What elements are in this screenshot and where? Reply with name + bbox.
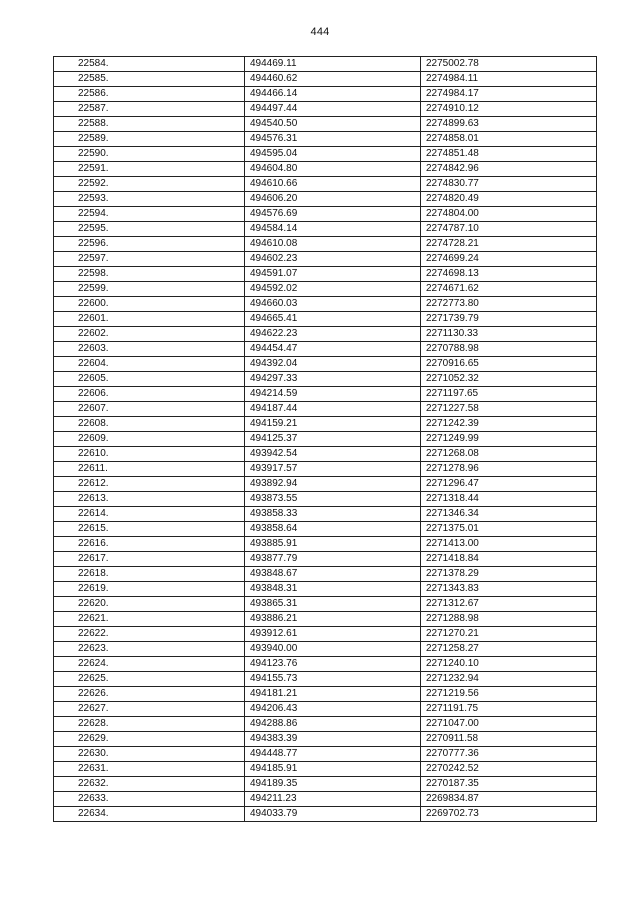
x-coordinate-cell: 493858.64 [245, 522, 421, 537]
y-coordinate-cell: 2270777.36 [421, 747, 597, 762]
y-coordinate-cell: 2274910.12 [421, 102, 597, 117]
point-id-cell: 22618. [54, 567, 245, 582]
table-row [54, 387, 597, 402]
x-coordinate-cell: 494665.41 [245, 312, 421, 327]
table-row [54, 402, 597, 417]
y-coordinate-cell: 2271270.21 [421, 627, 597, 642]
point-id-cell: 22607. [54, 402, 245, 417]
x-coordinate-cell: 494383.39 [245, 732, 421, 747]
y-coordinate-cell: 2271052.32 [421, 372, 597, 387]
x-coordinate-cell: 494606.20 [245, 192, 421, 207]
y-coordinate-cell: 2271278.96 [421, 462, 597, 477]
y-coordinate-cell: 2269702.73 [421, 807, 597, 822]
y-coordinate-cell: 2274820.49 [421, 192, 597, 207]
table-row [54, 267, 597, 282]
table-row [54, 237, 597, 252]
table-row [54, 627, 597, 642]
y-coordinate-cell: 2270242.52 [421, 762, 597, 777]
x-coordinate-cell: 494187.44 [245, 402, 421, 417]
table-row [54, 672, 597, 687]
y-coordinate-cell: 2269834.87 [421, 792, 597, 807]
point-id-cell: 22588. [54, 117, 245, 132]
y-coordinate-cell: 2271346.34 [421, 507, 597, 522]
point-id-cell: 22623. [54, 642, 245, 657]
y-coordinate-cell: 2271130.33 [421, 327, 597, 342]
point-id-cell: 22604. [54, 357, 245, 372]
table-row [54, 87, 597, 102]
point-id-cell: 22621. [54, 612, 245, 627]
table-row [54, 72, 597, 87]
point-id-cell: 22630. [54, 747, 245, 762]
table-row [54, 657, 597, 672]
point-id-cell: 22617. [54, 552, 245, 567]
y-coordinate-cell: 2274728.21 [421, 237, 597, 252]
x-coordinate-cell: 494604.80 [245, 162, 421, 177]
table-row [54, 177, 597, 192]
y-coordinate-cell: 2271249.99 [421, 432, 597, 447]
table-row [54, 417, 597, 432]
y-coordinate-cell: 2271047.00 [421, 717, 597, 732]
x-coordinate-cell: 494576.31 [245, 132, 421, 147]
x-coordinate-cell: 494123.76 [245, 657, 421, 672]
point-id-cell: 22598. [54, 267, 245, 282]
table-row [54, 552, 597, 567]
y-coordinate-cell: 2270911.58 [421, 732, 597, 747]
table-row [54, 282, 597, 297]
x-coordinate-cell: 493917.57 [245, 462, 421, 477]
table-row [54, 327, 597, 342]
point-id-cell: 22628. [54, 717, 245, 732]
point-id-cell: 22584. [54, 57, 245, 72]
table-row [54, 732, 597, 747]
x-coordinate-cell: 494497.44 [245, 102, 421, 117]
x-coordinate-cell: 493940.00 [245, 642, 421, 657]
x-coordinate-cell: 494454.47 [245, 342, 421, 357]
y-coordinate-cell: 2274858.01 [421, 132, 597, 147]
point-id-cell: 22613. [54, 492, 245, 507]
x-coordinate-cell: 493892.94 [245, 477, 421, 492]
point-id-cell: 22591. [54, 162, 245, 177]
table-row [54, 792, 597, 807]
table-row [54, 642, 597, 657]
point-id-cell: 22615. [54, 522, 245, 537]
y-coordinate-cell: 2271378.29 [421, 567, 597, 582]
x-coordinate-cell: 494592.02 [245, 282, 421, 297]
y-coordinate-cell: 2270788.98 [421, 342, 597, 357]
point-id-cell: 22599. [54, 282, 245, 297]
x-coordinate-cell: 494584.14 [245, 222, 421, 237]
point-id-cell: 22587. [54, 102, 245, 117]
table-row [54, 147, 597, 162]
y-coordinate-cell: 2274698.13 [421, 267, 597, 282]
y-coordinate-cell: 2272773.80 [421, 297, 597, 312]
table-row [54, 612, 597, 627]
table-row [54, 477, 597, 492]
point-id-cell: 22586. [54, 87, 245, 102]
table-row [54, 342, 597, 357]
y-coordinate-cell: 2270916.65 [421, 357, 597, 372]
y-coordinate-cell: 2271739.79 [421, 312, 597, 327]
y-coordinate-cell: 2271312.67 [421, 597, 597, 612]
point-id-cell: 22627. [54, 702, 245, 717]
point-id-cell: 22595. [54, 222, 245, 237]
x-coordinate-cell: 493885.91 [245, 537, 421, 552]
x-coordinate-cell: 493865.31 [245, 597, 421, 612]
page-number: 444 [310, 26, 330, 38]
y-coordinate-cell: 2274899.63 [421, 117, 597, 132]
point-id-cell: 22601. [54, 312, 245, 327]
table-row [54, 777, 597, 792]
x-coordinate-cell: 494155.73 [245, 672, 421, 687]
y-coordinate-cell: 2271232.94 [421, 672, 597, 687]
point-id-cell: 22616. [54, 537, 245, 552]
x-coordinate-cell: 494466.14 [245, 87, 421, 102]
y-coordinate-cell: 2271258.27 [421, 642, 597, 657]
table-row [54, 102, 597, 117]
y-coordinate-cell: 2271191.75 [421, 702, 597, 717]
table-row [54, 747, 597, 762]
x-coordinate-cell: 494181.21 [245, 687, 421, 702]
table-row [54, 492, 597, 507]
x-coordinate-cell: 494540.50 [245, 117, 421, 132]
y-coordinate-cell: 2274699.24 [421, 252, 597, 267]
y-coordinate-cell: 2271318.44 [421, 492, 597, 507]
coordinates-table-body [54, 57, 597, 822]
point-id-cell: 22597. [54, 252, 245, 267]
x-coordinate-cell: 494206.43 [245, 702, 421, 717]
table-row [54, 567, 597, 582]
table-row [54, 372, 597, 387]
point-id-cell: 22624. [54, 657, 245, 672]
y-coordinate-cell: 2271219.56 [421, 687, 597, 702]
table-row [54, 522, 597, 537]
point-id-cell: 22622. [54, 627, 245, 642]
y-coordinate-cell: 2271227.58 [421, 402, 597, 417]
table-row [54, 807, 597, 822]
y-coordinate-cell: 2274851.48 [421, 147, 597, 162]
y-coordinate-cell: 2271413.00 [421, 537, 597, 552]
point-id-cell: 22589. [54, 132, 245, 147]
x-coordinate-cell: 493848.31 [245, 582, 421, 597]
point-id-cell: 22603. [54, 342, 245, 357]
y-coordinate-cell: 2271343.83 [421, 582, 597, 597]
y-coordinate-cell: 2271197.65 [421, 387, 597, 402]
table-row [54, 432, 597, 447]
x-coordinate-cell: 493886.21 [245, 612, 421, 627]
point-id-cell: 22608. [54, 417, 245, 432]
table-row [54, 162, 597, 177]
x-coordinate-cell: 494214.59 [245, 387, 421, 402]
point-id-cell: 22594. [54, 207, 245, 222]
point-id-cell: 22619. [54, 582, 245, 597]
table-row [54, 762, 597, 777]
table-row [54, 537, 597, 552]
point-id-cell: 22612. [54, 477, 245, 492]
point-id-cell: 22614. [54, 507, 245, 522]
x-coordinate-cell: 494610.08 [245, 237, 421, 252]
table-row [54, 57, 597, 72]
x-coordinate-cell: 494595.04 [245, 147, 421, 162]
point-id-cell: 22592. [54, 177, 245, 192]
coordinates-table [53, 56, 597, 822]
y-coordinate-cell: 2271375.01 [421, 522, 597, 537]
point-id-cell: 22596. [54, 237, 245, 252]
x-coordinate-cell: 493848.67 [245, 567, 421, 582]
x-coordinate-cell: 494185.91 [245, 762, 421, 777]
x-coordinate-cell: 493873.55 [245, 492, 421, 507]
x-coordinate-cell: 494610.66 [245, 177, 421, 192]
x-coordinate-cell: 493877.79 [245, 552, 421, 567]
point-id-cell: 22600. [54, 297, 245, 312]
x-coordinate-cell: 494297.33 [245, 372, 421, 387]
table-row [54, 297, 597, 312]
y-coordinate-cell: 2274842.96 [421, 162, 597, 177]
x-coordinate-cell: 493912.61 [245, 627, 421, 642]
point-id-cell: 22605. [54, 372, 245, 387]
table-row [54, 462, 597, 477]
x-coordinate-cell: 494602.23 [245, 252, 421, 267]
x-coordinate-cell: 494159.21 [245, 417, 421, 432]
y-coordinate-cell: 2274787.10 [421, 222, 597, 237]
y-coordinate-cell: 2271296.47 [421, 477, 597, 492]
x-coordinate-cell: 494189.35 [245, 777, 421, 792]
y-coordinate-cell: 2274804.00 [421, 207, 597, 222]
point-id-cell: 22625. [54, 672, 245, 687]
y-coordinate-cell: 2275002.78 [421, 57, 597, 72]
point-id-cell: 22593. [54, 192, 245, 207]
y-coordinate-cell: 2274984.11 [421, 72, 597, 87]
table-row [54, 447, 597, 462]
y-coordinate-cell: 2271418.84 [421, 552, 597, 567]
point-id-cell: 22585. [54, 72, 245, 87]
table-row [54, 312, 597, 327]
y-coordinate-cell: 2274830.77 [421, 177, 597, 192]
x-coordinate-cell: 494622.23 [245, 327, 421, 342]
point-id-cell: 22606. [54, 387, 245, 402]
table-row [54, 357, 597, 372]
y-coordinate-cell: 2274671.62 [421, 282, 597, 297]
x-coordinate-cell: 494660.03 [245, 297, 421, 312]
y-coordinate-cell: 2270187.35 [421, 777, 597, 792]
point-id-cell: 22626. [54, 687, 245, 702]
point-id-cell: 22602. [54, 327, 245, 342]
table-row [54, 207, 597, 222]
point-id-cell: 22633. [54, 792, 245, 807]
x-coordinate-cell: 494392.04 [245, 357, 421, 372]
y-coordinate-cell: 2271288.98 [421, 612, 597, 627]
x-coordinate-cell: 494448.77 [245, 747, 421, 762]
x-coordinate-cell: 494288.86 [245, 717, 421, 732]
y-coordinate-cell: 2274984.17 [421, 87, 597, 102]
point-id-cell: 22634. [54, 807, 245, 822]
point-id-cell: 22609. [54, 432, 245, 447]
y-coordinate-cell: 2271242.39 [421, 417, 597, 432]
y-coordinate-cell: 2271240.10 [421, 657, 597, 672]
x-coordinate-cell: 493942.54 [245, 447, 421, 462]
x-coordinate-cell: 494591.07 [245, 267, 421, 282]
x-coordinate-cell: 494576.69 [245, 207, 421, 222]
point-id-cell: 22629. [54, 732, 245, 747]
point-id-cell: 22631. [54, 762, 245, 777]
table-row [54, 117, 597, 132]
x-coordinate-cell: 494460.62 [245, 72, 421, 87]
x-coordinate-cell: 494211.23 [245, 792, 421, 807]
table-row [54, 597, 597, 612]
table-row [54, 132, 597, 147]
point-id-cell: 22590. [54, 147, 245, 162]
point-id-cell: 22610. [54, 447, 245, 462]
table-row [54, 702, 597, 717]
x-coordinate-cell: 494033.79 [245, 807, 421, 822]
x-coordinate-cell: 494469.11 [245, 57, 421, 72]
table-row [54, 192, 597, 207]
y-coordinate-cell: 2271268.08 [421, 447, 597, 462]
table-row [54, 582, 597, 597]
table-row [54, 507, 597, 522]
table-row [54, 222, 597, 237]
point-id-cell: 22620. [54, 597, 245, 612]
point-id-cell: 22632. [54, 777, 245, 792]
table-row [54, 687, 597, 702]
point-id-cell: 22611. [54, 462, 245, 477]
x-coordinate-cell: 494125.37 [245, 432, 421, 447]
x-coordinate-cell: 493858.33 [245, 507, 421, 522]
table-row [54, 252, 597, 267]
table-row [54, 717, 597, 732]
